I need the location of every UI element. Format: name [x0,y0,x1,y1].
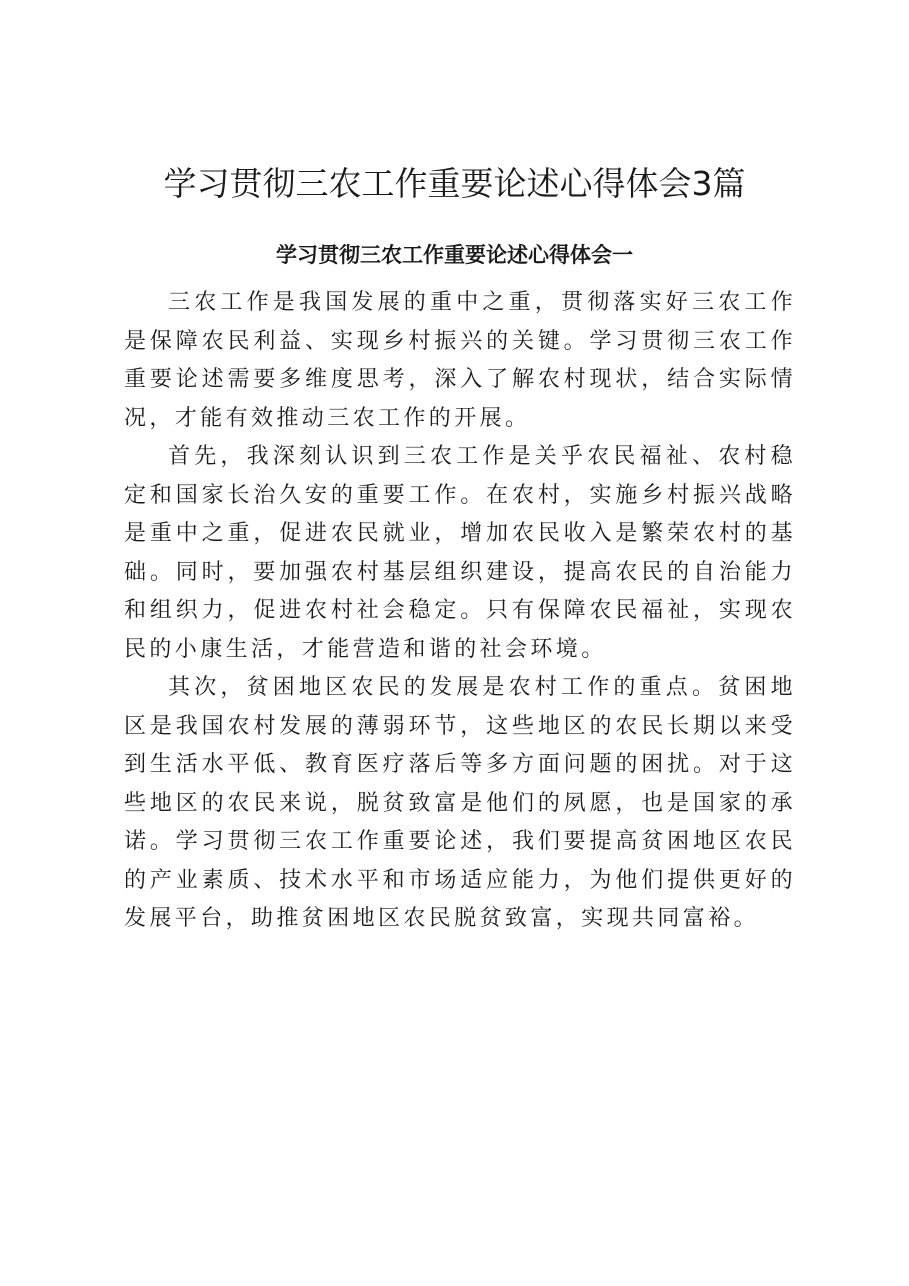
paragraph-2: 首先，我深刻认识到三农工作是关乎农民福祉、农村稳定和国家长治久安的重要工作。在农村，实施乡村振兴战略是重中之重，促进农民就业，增加农民收入是繁荣农村的基础。同时，要加强农村基层组织建设，提高农民的自治能力和组织力，促进农村社会稳定。只有保障农民福祉，实现农民的小康生活，才能营造和谐的社会环境。 [124,444,796,662]
paragraph-1: 三农工作是我国发展的重中之重，贯彻落实好三农工作是保障农民利益、实现乡村振兴的关键。学习贯彻三农工作重要论述需要多维度思考，深入了解农村现状，结合实际情况，才能有效推动三农工作的开展。 [124,290,796,431]
paragraph-3: 其次，贫困地区农民的发展是农村工作的重点。贫困地区是我国农村发展的薄弱环节，这些地区的农民长期以来受到生活水平低、教育医疗落后等多方面问题的困扰。对于这些地区的农民来说，脱贫致富是他们的夙愿，也是国家的承诺。学习贯彻三农工作重要论述，我们要提高贫困地区农民的产业素质、技术水平和市场适应能力，为他们提供更好的发展平台，助推贫困地区农民脱贫致富，实现共同富裕。 [124,675,796,931]
document-title: 学习贯彻三农工作重要论述心得体会3篇 [163,164,746,203]
document-body [124,284,796,939]
section-title: 学习贯彻三农工作重要论述心得体会一 [276,243,633,267]
